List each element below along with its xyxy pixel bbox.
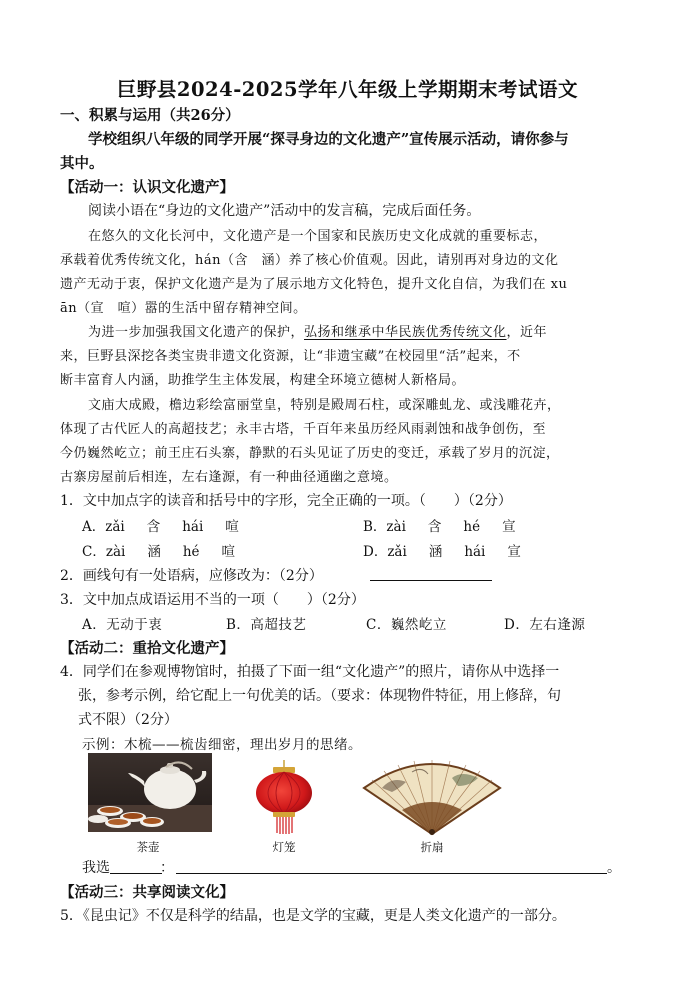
section-intro-line: 学校组织八年级的同学开展“探寻身边的文化遗产”宣传展示活动，请你参与 [88,131,569,148]
question-1-option-a[interactable] [82,515,239,535]
option-text: hái [182,519,204,535]
option-text: 含 [146,519,161,535]
option-text: A．zǎi [82,519,125,535]
passage-text: ，近年 [506,325,548,340]
photo-caption: 折扇 [420,840,444,854]
passage-line: 断丰富育人内涵，助推学生主体发展，构建全环境立德树人新格局。 [60,373,466,388]
option-text: D．zǎi [363,544,407,560]
question-1-stem: 1．文中加点字的读音和括号中的字形，完全正确的一项。（ ）（2分） [60,493,512,509]
option-text: hái [464,544,486,560]
question-3-stem: 3．文中加点成语运用不当的一项（ ）（2分） [60,592,365,608]
choose-separator: ： [160,860,174,876]
passage-line: 体现了古代匠人的高超技艺；永丰古塔，千百年来虽历经风雨剥蚀和战争创伤，至 [60,422,547,437]
teapot-icon [88,753,212,832]
question-4-line: 张，参考示例，给它配上一句优美的话。（要求：体现物件特征，用上修辞，句 [78,688,561,704]
option-text: C．zài [82,544,126,560]
passage-line: 文庙大成殿，檐边彩绘富丽堂皇，特别是殿周石柱，或深雕虬龙、或浅雕花卉， [88,398,561,413]
folding-fan-icon [362,758,502,836]
teapot-photo [88,753,212,832]
choose-label: 我选 [82,860,110,876]
photo-caption: 茶壶 [136,840,160,854]
question-1-option-b[interactable] [363,515,516,535]
question-1-option-d[interactable] [363,540,521,560]
folding-fan-photo [362,758,502,836]
activity-heading: 【活动二：重拾文化遗产】 [60,640,234,657]
question-3-option-a[interactable]: A．无动于衷 [82,617,163,633]
section-intro-line: 其中。 [60,155,104,172]
passage-line [88,321,547,340]
exam-title: 巨野县2024-2025学年八年级上学期期末考试语文 [116,78,579,101]
passage-line: 在悠久的文化长河中，文化遗产是一个国家和民族历史文化成就的重要标志， [88,229,548,244]
photo-caption: 灯笼 [272,840,296,854]
option-text: 涵 [147,544,161,560]
question-2-stem: 2．画线句有一处语病，应修改为：（2分） [60,568,323,584]
question-4-line: 4．同学们在参观博物馆时，拍摄了下面一组“文化遗产”的照片，请你从中选择一 [60,664,560,680]
option-text: 宣 [507,544,521,560]
option-text: hé [182,544,200,560]
option-text: 宣 [502,519,516,535]
activity-heading: 【活动三：共享阅读文化】 [60,884,234,901]
underlined-sentence: 弘扬和继承中华民族优秀传统文化 [304,325,507,340]
option-text: 含 [427,519,442,535]
end-mark: 。 [607,860,621,876]
lantern-icon [246,760,322,834]
question-3-option-b[interactable]: B．高超技艺 [226,617,307,633]
passage-line: 遗产无动于衷，保护文化遗产是为了展示地方文化特色，提升文化自信，为我们在 xu [60,277,568,292]
question-3-option-c[interactable]: C．巍然屹立 [366,617,447,633]
section-heading: 一、积累与运用（共26分） [60,107,240,124]
example-text: 示例：木梳——梳齿细密，理出岁月的思绪。 [82,737,362,753]
passage-line: ān（宣 喧）嚣的生活中留存精神空间。 [60,301,307,316]
activity-lead: 阅读小语在“身边的文化遗产”活动中的发言稿，完成后面任务。 [88,203,481,219]
lantern-photo [246,760,322,834]
passage-line: 来，巨野县深挖各类宝贵非遗文化资源，让“非遗宝藏”在校园里“活”起来，不 [60,349,521,364]
activity-heading: 【活动一：认识文化遗产】 [60,179,234,196]
question-4-line: 式不限）（2分） [78,712,178,728]
option-text: B．zài [363,519,406,535]
sentence-blank[interactable] [176,873,607,874]
passage-line: 承载着优秀传统文化，hán（含 涵）养了核心价值观。因此，请别再对身边的文化 [60,253,559,268]
passage-line: 今仍巍然屹立；前王庄石头寨，静默的石头见证了历史的变迁，承载了岁月的沉淀， [60,446,560,461]
option-text: 喧 [225,519,239,535]
option-text: 涵 [428,544,443,560]
passage-text: 为进一步加强我国文化遗产的保护， [88,325,305,340]
passage-line: 古寨房屋前后相连，左右逢源，有一种曲径通幽之意境。 [60,470,398,485]
option-text: hé [463,519,481,535]
question-3-option-d[interactable]: D．左右逢源 [504,617,586,633]
answer-blank[interactable] [370,580,492,581]
option-text: 喧 [221,544,235,560]
question-5-stem: 5．《昆虫记》不仅是科学的结晶，也是文学的宝藏，更是人类文化遗产的一部分。 [60,908,566,924]
choice-blank[interactable] [110,873,162,874]
question-1-option-c[interactable] [82,540,235,560]
